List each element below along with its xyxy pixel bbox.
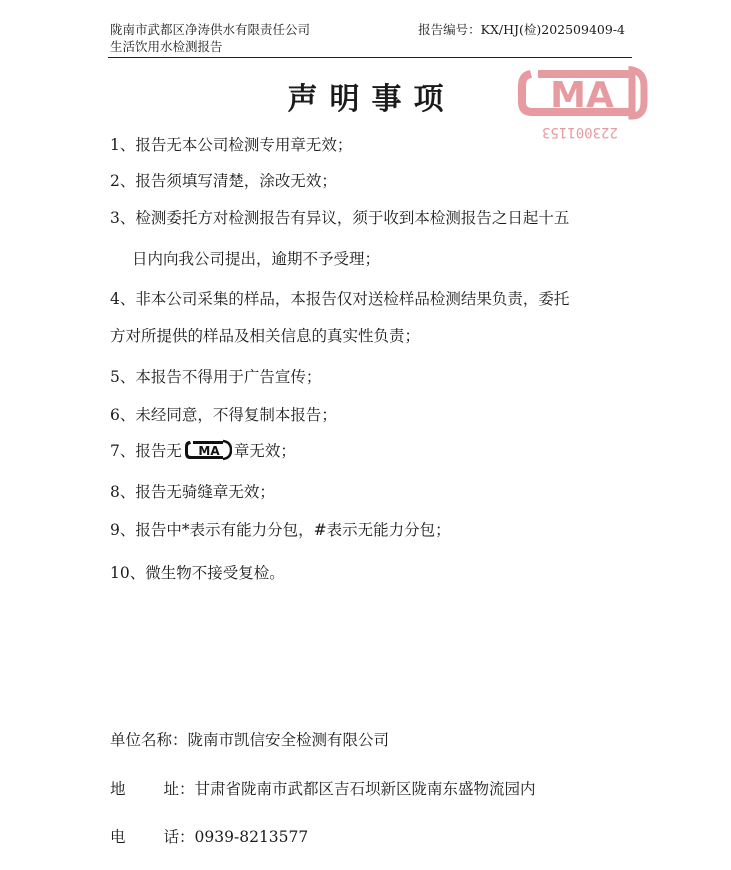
statement-item-7-prefix: 7、报告无 xyxy=(110,442,182,460)
footer-phone xyxy=(110,827,308,847)
statement-item-7 xyxy=(110,441,296,463)
footer-phone-value: 0939-8213577 xyxy=(194,828,309,846)
statement-item-4: 4、非本公司采集的样品，本报告仅对送检样品检测结果负责，委托 xyxy=(110,290,570,308)
footer-unit-label: 单位名称： xyxy=(110,731,188,749)
statement-item-4-continuation: 方对所提供的样品及相关信息的真实性负责； xyxy=(110,327,421,345)
page-title: 声明事项 xyxy=(287,82,456,117)
report-header-left xyxy=(110,21,310,55)
stamp-text: MA xyxy=(550,75,614,116)
statement-item-6: 6、未经同意，不得复制本报告； xyxy=(110,406,337,424)
ma-mark-icon xyxy=(184,439,232,461)
statement-item-9: 9、报告中*表示有能力分包，#表示无能力分包； xyxy=(110,521,451,539)
footer-unit xyxy=(110,730,389,750)
report-number: 报告编号：KX/HJ(检)202509409-4 xyxy=(418,22,625,37)
statement-item-10: 10、微生物不接受复检。 xyxy=(110,564,285,582)
statement-item-5: 5、本报告不得用于广告宣传； xyxy=(110,368,322,386)
svg-text:MA: MA xyxy=(198,444,220,458)
company-name: 陇南市武都区净涛供水有限责任公司 xyxy=(110,22,311,37)
footer-address-label-1: 地 xyxy=(110,780,126,798)
footer-address-value: 甘肃省陇南市武都区吉石坝新区陇南东盛物流园内 xyxy=(194,780,536,798)
statement-item-7-suffix: 章无效； xyxy=(233,442,296,460)
footer-address-label-2: 址： xyxy=(163,780,195,798)
footer-unit-value: 陇南市凯信安全检测有限公司 xyxy=(187,731,390,749)
footer-phone-label-2: 话： xyxy=(163,828,195,846)
statement-item-3-continuation: 日内向我公司提出，逾期不予受理； xyxy=(132,250,381,268)
statement-item-3: 3、检测委托方对检测报告有异议，须于收到本检测报告之日起十五 xyxy=(110,209,570,227)
footer-phone-label-1: 电 xyxy=(110,828,126,846)
statement-item-1: 1、报告无本公司检测专用章无效； xyxy=(110,136,353,154)
stamp-number: 223001153 xyxy=(542,124,618,140)
report-type: 生活饮用水检测报告 xyxy=(110,39,223,54)
statement-item-2: 2、报告须填写清楚，涂改无效； xyxy=(110,172,337,190)
footer-address xyxy=(110,779,536,799)
statement-item-8: 8、报告无骑缝章无效； xyxy=(110,483,275,501)
